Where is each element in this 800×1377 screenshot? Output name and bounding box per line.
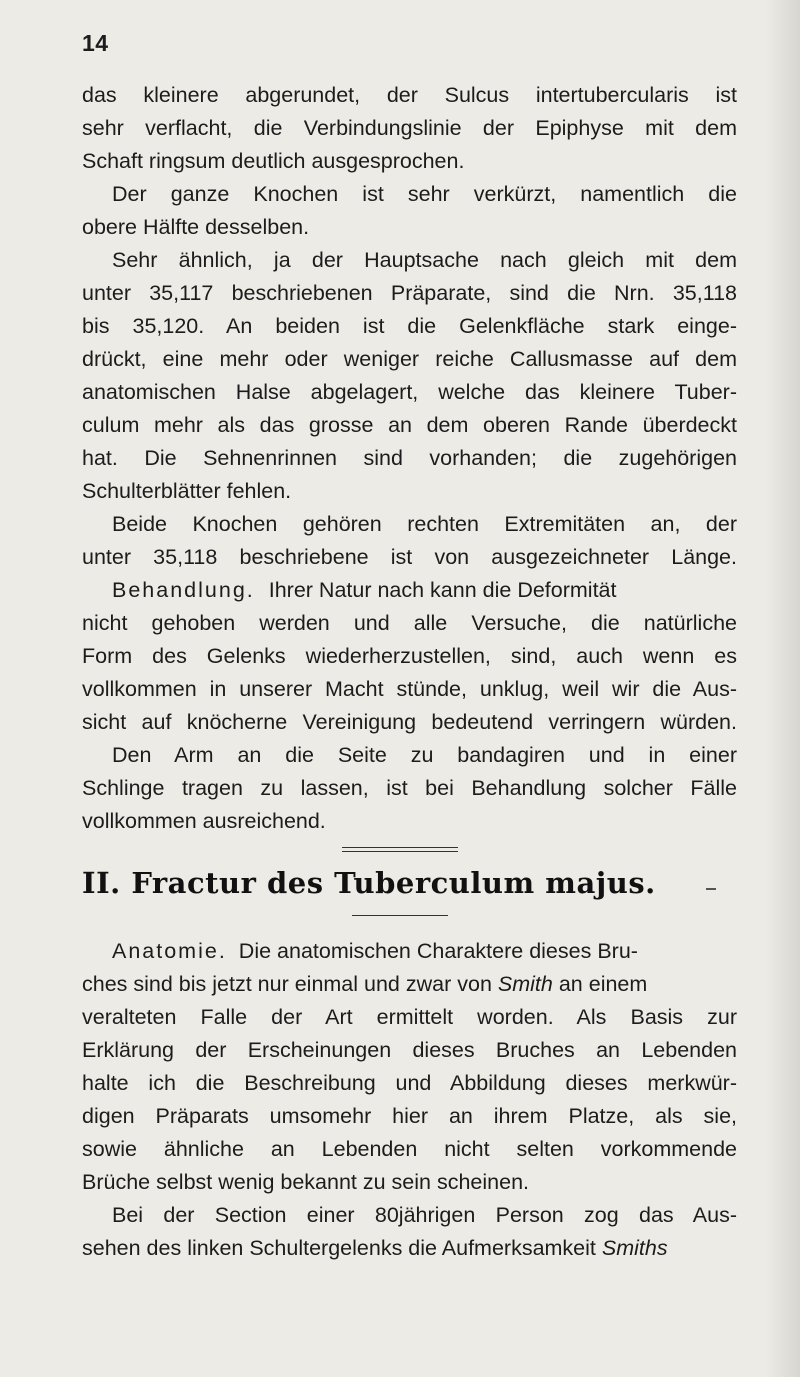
author-name: Smith	[497, 972, 553, 996]
text-line: sowie ähnliche an Lebenden nicht selten vorkommende	[82, 1137, 737, 1161]
author-name: Smiths	[601, 1236, 668, 1260]
text-line: Den Arm an die Seite zu bandagiren und in einer	[112, 743, 737, 767]
text-line: nicht gehoben werden und alle Versuche, die natürliche	[82, 611, 737, 635]
text-line: sehr verflacht, die Verbindungslinie der Epiphyse mit dem	[82, 116, 737, 140]
text-line	[112, 936, 638, 966]
text-line	[82, 1233, 668, 1263]
subheading-anatomie: Anatomie.	[112, 939, 227, 963]
text-line: veralteten Falle der Art ermittelt worden. Als Basis zur	[82, 1005, 737, 1029]
text-line: unter 35,117 beschriebenen Präparate, sind die Nrn. 35,118	[82, 281, 737, 305]
text-line: drückt, eine mehr oder weniger reiche Callusmasse auf dem	[82, 347, 737, 371]
separator-rule	[342, 851, 458, 852]
text-line: Schulterblätter fehlen.	[82, 479, 292, 503]
text-line	[82, 969, 647, 999]
text-line: Bei der Section einer 80jährigen Person zog das Aus-	[112, 1203, 737, 1227]
text-line: unter 35,118 beschriebene ist von ausgezeichneter Länge.	[82, 545, 737, 569]
text-line: Sehr ähnlich, ja der Hauptsache nach gleich mit dem	[112, 248, 737, 272]
text-line: culum mehr als das grosse an dem oberen Rande überdeckt	[82, 413, 737, 437]
text-line: digen Präparats umsomehr hier an ihrem Platze, als sie,	[82, 1104, 737, 1128]
stray-dash	[706, 888, 716, 890]
text-line: vollkommen ausreichend.	[82, 809, 326, 833]
text-span: sehen des linken Schultergelenks die Aufmerksamkeit	[82, 1236, 596, 1260]
text-line: halte ich die Beschreibung und Abbildung dieses merkwür-	[82, 1071, 737, 1095]
page-number: 14	[82, 30, 109, 56]
text-line: Schaft ringsum deutlich ausgesprochen.	[82, 149, 465, 173]
text-span: Die anatomischen Charaktere dieses Bru-	[238, 939, 638, 963]
separator-rule	[342, 847, 458, 848]
text-line: Brüche selbst wenig bekannt zu sein scheinen.	[82, 1170, 529, 1194]
text-line: Der ganze Knochen ist sehr verkürzt, namentlich die	[112, 182, 737, 206]
text-line: Schlinge tragen zu lassen, ist bei Behandlung solcher Fälle	[82, 776, 737, 800]
heading-underline-rule	[352, 915, 448, 916]
page-edge-shadow	[766, 0, 800, 1377]
text-line: Beide Knochen gehören rechten Extremitäten an, der	[112, 512, 737, 536]
subheading-behandlung: Behandlung.	[112, 578, 255, 602]
text-line: obere Hälfte desselben.	[82, 215, 310, 239]
text-span: an einem	[558, 972, 648, 996]
section-heading: II. Fractur des Tuberculum majus.	[82, 866, 656, 900]
text-line: bis 35,120. An beiden ist die Gelenkfläche stark einge-	[82, 314, 737, 338]
text-line: das kleinere abgerundet, der Sulcus intertubercularis ist	[82, 83, 737, 107]
text-line	[112, 575, 616, 605]
text-line: vollkommen in unserer Macht stünde, unklug, weil wir die Aus-	[82, 677, 737, 701]
text-span: ches sind bis jetzt nur einmal und zwar von	[82, 972, 492, 996]
text-line: sicht auf knöcherne Vereinigung bedeutend verringern würden.	[82, 710, 737, 734]
text-line: Form des Gelenks wiederherzustellen, sind, auch wenn es	[82, 644, 737, 668]
text-span: Ihrer Natur nach kann die Deformität	[268, 578, 617, 602]
text-line: anatomischen Halse abgelagert, welche das kleinere Tuber-	[82, 380, 737, 404]
text-line: Erklärung der Erscheinungen dieses Bruches an Lebenden	[82, 1038, 737, 1062]
text-line: hat. Die Sehnenrinnen sind vorhanden; die zugehörigen	[82, 446, 737, 470]
